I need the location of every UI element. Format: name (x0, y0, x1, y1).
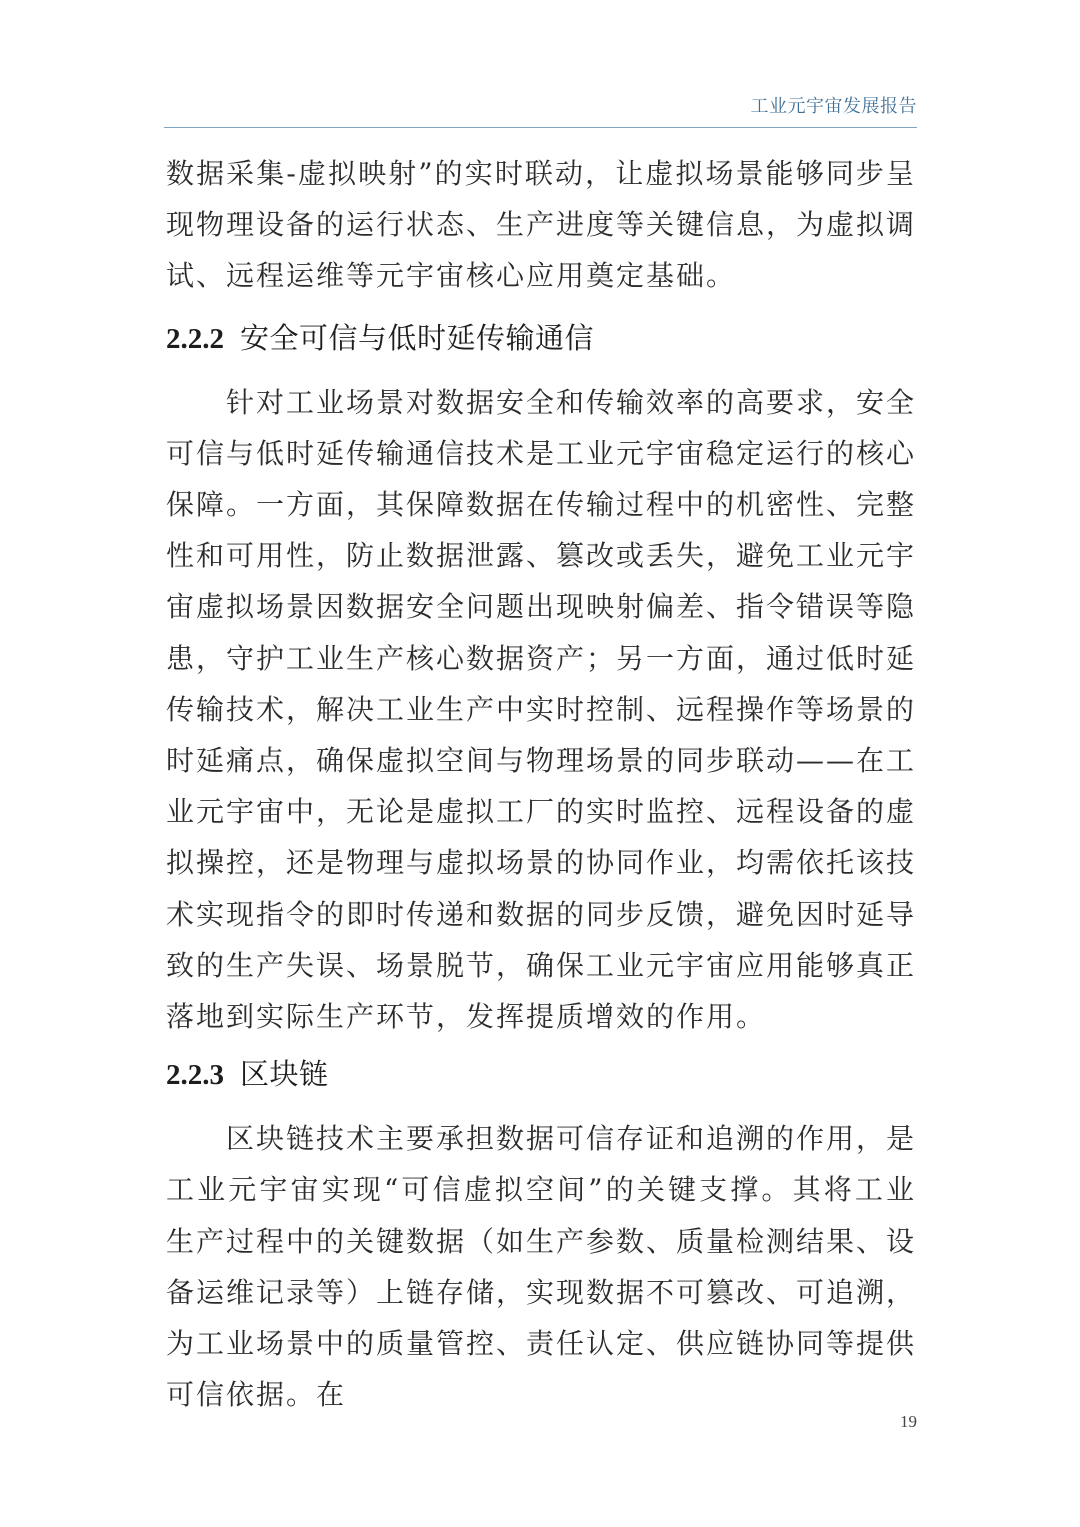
section-2-2-3-paragraph: 区块链技术主要承担数据可信存证和追溯的作用，是工业元宇宙实现“可信虚拟空间”的关键支撑。其将工业生产过程中的关键数据（如生产参数、质量检测结果、设备运维记录等）上链存储，实现数据不可篡改、可追溯，为工业场景中的质量管控、责任认定、供应链协同等提供可信依据。在 (166, 1122, 917, 1412)
section-2-2-2-paragraph: 针对工业场景对数据安全和传输效率的高要求，安全可信与低时延传输通信技术是工业元宇宙稳定运行的核心保障。一方面，其保障数据在传输过程中的机密性、完整性和可用性，防止数据泄露、篡改或丢失，避免工业元宇宙虚拟场景因数据安全问题出现映射偏差、指令错误等隐患，守护工业生产核心数据资产；另一方面，通过低时延传输技术，解决工业生产中实时控制、远程操作等场景的时延痛点，确保虚拟空间与物理场景的同步联动——在工业元宇宙中，无论是虚拟工厂的实时监控、远程设备的虚拟操控，还是物理与虚拟场景的协同作业，均需依托该技术实现指令的即时传递和数据的同步反馈，避免因时延导致的生产失误、场景脱节，确保工业元宇宙应用能够真正落地到实际生产环节，发挥提质增效的作用。 (166, 385, 917, 1034)
page-number: 19 (900, 1412, 917, 1431)
section-title: 区块链 (240, 1057, 329, 1092)
section-title: 安全可信与低时延传输通信 (240, 320, 595, 355)
section-heading-2-2-2 (166, 314, 916, 363)
intro-paragraph: 数据采集-虚拟映射”的实时联动，让虚拟场景能够同步呈现物理设备的运行状态、生产进度等关键信息，为虚拟调试、远程运维等元宇宙核心应用奠定基础。 (166, 157, 917, 293)
section-number: 2.2.2 (166, 322, 224, 355)
running-header-title: 工业元宇宙发展报告 (750, 96, 917, 117)
section-heading-2-2-3 (166, 1050, 916, 1099)
page-body (166, 148, 916, 1420)
header-divider (164, 127, 917, 128)
section-number: 2.2.3 (166, 1059, 224, 1092)
